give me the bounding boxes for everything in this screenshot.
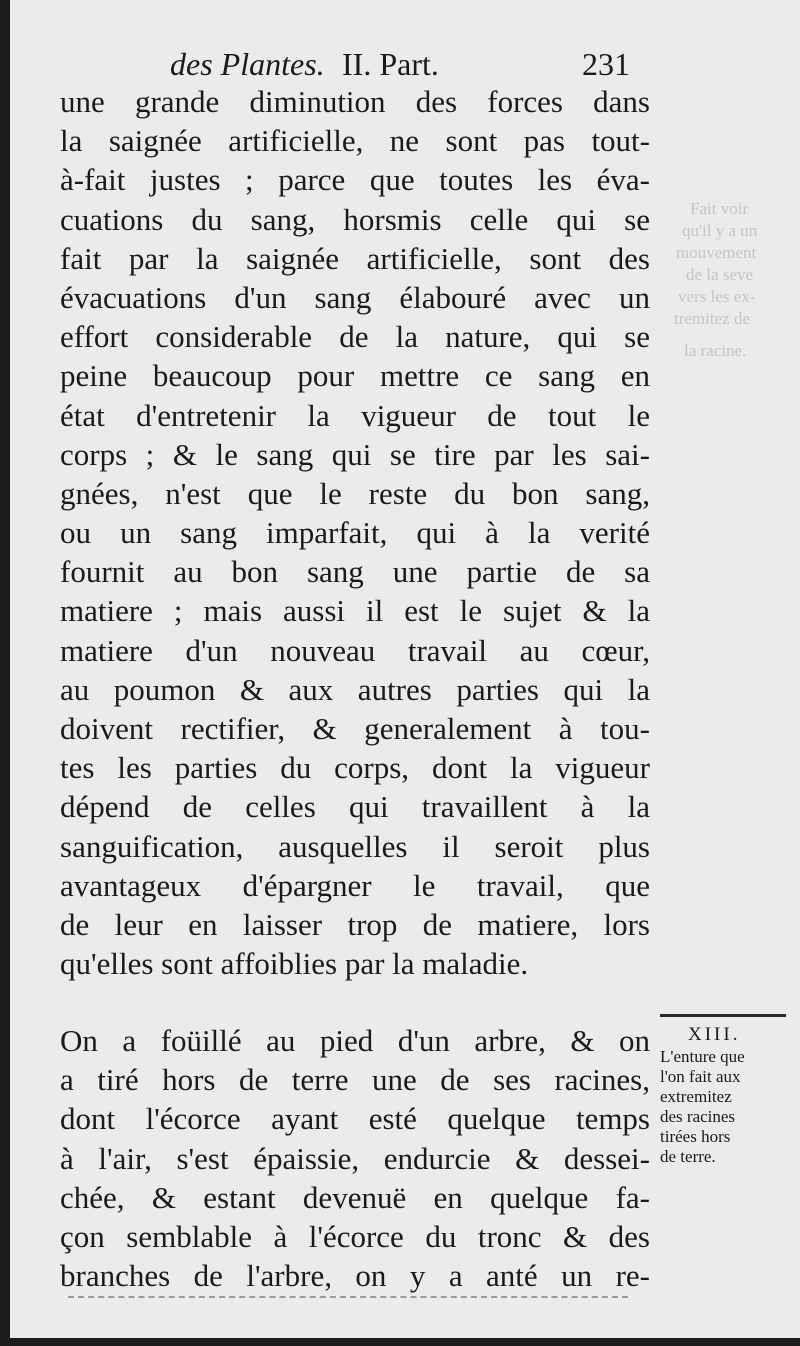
text-line: a tiré hors de terre une de ses racines, <box>60 1062 650 1098</box>
text-line: fait par la saignée artificielle, sont des <box>60 240 650 276</box>
bleed-line: la racine. <box>684 341 747 360</box>
text-line: fournit au bon sang une partie de sa <box>60 554 650 590</box>
text-line: une grande diminution des forces dans <box>60 84 650 119</box>
bleed-line: mouvement <box>676 243 757 262</box>
text-line: corps ; & le sang qui se tire par les sai- <box>60 436 650 472</box>
bleed-line: Fait voir <box>690 199 749 218</box>
text-line: peine beaucoup pour mettre ce sang en <box>60 358 650 394</box>
text-line: la saignée artificielle, ne sont pas tout- <box>60 123 650 159</box>
margin-note-line: tirées hors <box>660 1127 731 1146</box>
text-line: branches de l'arbre, on y a anté un re- <box>60 1258 650 1294</box>
text-line: dépend de celles qui travaillent à la <box>60 789 650 825</box>
margin-note-line: de terre. <box>660 1147 716 1166</box>
text-line: ou un sang imparfait, qui à la verité <box>60 515 650 551</box>
running-title: des Plantes. <box>170 46 325 82</box>
text-line-first <box>60 1021 650 1060</box>
margin-note-line: L'enture que <box>660 1047 745 1066</box>
text-line: avantageux d'épargner le travail, que <box>60 867 650 903</box>
margin-note-line: extremitez <box>660 1087 732 1106</box>
margin-note-line: des racines <box>660 1107 736 1126</box>
bleed-line: vers les ex- <box>678 287 756 306</box>
text-line: à l'air, s'est épaissie, endurcie & dessei- <box>60 1140 650 1176</box>
text-line: état d'entretenir la vigueur de tout le <box>60 397 650 433</box>
text-line: effort considerable de la nature, qui se <box>60 319 650 355</box>
page-number: 231 <box>582 46 630 82</box>
bottom-dashed-rule <box>68 1296 628 1298</box>
part-label: II. Part. <box>342 46 439 82</box>
margin-note-line: l'on fait aux <box>660 1067 741 1086</box>
text-line: matiere d'un nouveau travail au cœur, <box>60 632 650 668</box>
text-line: cuations du sang, horsmis celle qui se <box>60 201 650 237</box>
paragraph-1 <box>60 82 650 983</box>
margin-rule <box>660 1014 786 1017</box>
text-line: qu'elles sont affoiblies par la maladie. <box>60 946 529 982</box>
running-header <box>170 46 630 86</box>
bleed-line: tremitez de <box>674 309 750 328</box>
text-line-rest: a foüillé au pied d'un arbre, & on <box>122 1023 650 1058</box>
text-line: sanguification, ausquelles il seroit plus <box>60 828 650 864</box>
book-page <box>10 0 800 1338</box>
text-line: évacuations d'un sang élabouré avec un <box>60 279 650 315</box>
margin-note <box>660 1014 790 1167</box>
text-line: doivent rectifier, & generalement à tou- <box>60 711 650 746</box>
bleed-line: de la seve <box>686 265 754 284</box>
margin-note-number: XIII. <box>688 1024 741 1045</box>
paragraph-2 <box>60 1021 650 1295</box>
text-line: dont l'écorce ayant esté quelque temps <box>60 1101 650 1137</box>
paragraph-lead: On <box>60 1023 98 1058</box>
text-line: gnées, n'est que le reste du bon sang, <box>60 475 650 511</box>
text-line: matiere ; mais aussi il est le sujet & la <box>60 593 650 629</box>
text-line: chée, & estant devenuë en quelque fa- <box>60 1179 650 1215</box>
text-line: à-fait justes ; parce que toutes les éva- <box>60 162 650 198</box>
text-line: au poumon & aux autres parties qui la <box>60 671 650 707</box>
bleed-line: qu'il y a un <box>682 221 758 240</box>
text-line: de leur en laisser trop de matiere, lors <box>60 906 650 942</box>
text-line: tes les parties du corps, dont la vigueur <box>60 750 650 786</box>
text-line: çon semblable à l'écorce du tronc & des <box>60 1218 650 1254</box>
